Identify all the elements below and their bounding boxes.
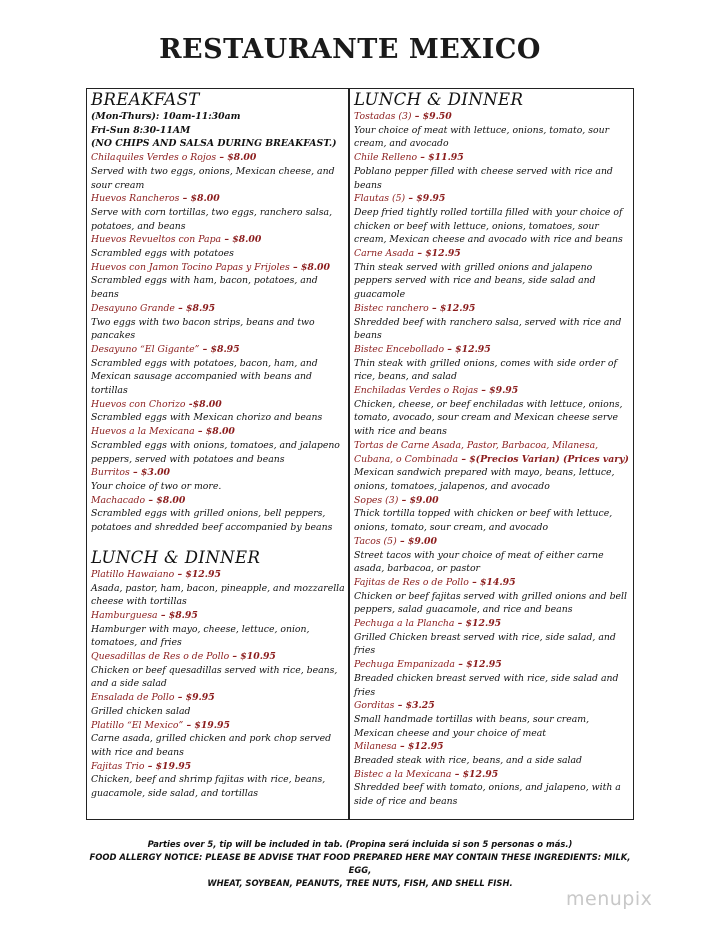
menu-item — [91, 398, 345, 425]
menu-item-price: – $8.95 — [199, 343, 240, 355]
menu-item-price: – $3.25 — [394, 700, 435, 712]
menu-item-price: – $12.95 — [454, 618, 502, 630]
menu-item-name: Tacos (5) — [354, 535, 397, 547]
menu-item-price: – $12.95 — [454, 659, 502, 671]
breakfast-no-chips-notice: (NO CHIPS AND SALSA DURING BREAKFAST.) — [91, 138, 337, 150]
menu-item-description: Chicken or beef quesadillas served with rice, beans, and a side salad — [91, 664, 338, 690]
menu-item-name: Tortas de Carne Asada, Pastor, Barbacoa, Milanesa, Cubana, o Combinada — [354, 439, 599, 465]
menu-item — [354, 576, 630, 617]
menu-item-name: Ensalada de Pollo — [91, 692, 175, 704]
menu-item-name: Desayuno Grande — [91, 302, 175, 314]
menu-item — [91, 650, 345, 691]
menu-item — [354, 110, 630, 151]
menu-item-name: Pechuga a la Plancha — [354, 618, 455, 630]
menu-item-description: Deep fried tightly rolled tortilla filled with your choice of chicken or beef with lettuce, onions, tomatoes, sour cream, Mexican cheese and avocado with rice and beans — [354, 206, 623, 246]
menu-item-title — [354, 439, 630, 466]
right-column — [354, 90, 630, 809]
menu-item-title — [91, 466, 345, 480]
menu-item-price: – $12.95 — [428, 302, 476, 314]
menu-item-title — [91, 192, 345, 206]
menu-item — [91, 760, 345, 801]
menu-item-price: – $9.00 — [398, 494, 439, 506]
menu-item-name: Platillo Hawaiano — [91, 568, 175, 580]
menu-item-name: Tostadas (3) — [354, 111, 412, 122]
menu-item-title — [354, 247, 630, 261]
menu-item-price: – $(Precios Varian) (Prices vary) — [458, 453, 629, 465]
menu-item-title — [354, 535, 630, 549]
menu-item-name: Hamburguesa — [91, 609, 158, 621]
menu-item-title — [91, 760, 345, 774]
menu-item-price: – $3.00 — [129, 467, 171, 479]
menu-item-name: Burritos — [91, 467, 130, 479]
menu-item — [354, 535, 630, 576]
menu-item-description: Hamburger with mayo, cheese, lettuce, onion, tomatoes, and fries — [91, 623, 310, 649]
menu-item — [91, 151, 345, 192]
allergy-notice-line-2: WHEAT, SOYBEAN, PEANUTS, TREE NUTS, FISH, AND SHELL FISH. — [207, 878, 513, 888]
menu-item-description: Scrambled eggs with potatoes — [91, 248, 234, 260]
menu-item-name: Carne Asada — [354, 248, 415, 260]
menu-item-description: Your choice of two or more. — [91, 480, 222, 492]
menu-item-description: Two eggs with two bacon strips, beans and two pancakes — [91, 316, 315, 342]
menu-item-name: Sopes (3) — [354, 494, 399, 506]
menu-item-description: Carne asada, grilled chicken and pork chop served with rice and beans — [91, 733, 332, 758]
menu-item-price: – $9.00 — [396, 535, 437, 547]
lunch-left-items — [91, 568, 345, 801]
menu-item-description: Street tacos with your choice of meat of either carne asada, barbacoa, or pastor — [354, 549, 604, 575]
menu-item-title — [354, 151, 630, 165]
menu-item — [91, 302, 345, 343]
menu-item-price: -$8.00 — [185, 398, 222, 410]
menu-item-title — [354, 699, 630, 713]
menu-item-name: Pechuga Empanizada — [354, 659, 455, 671]
menu-item-description: Shredded beef with tomato, onions, and jalapeno, with a side of rice and beans — [354, 782, 621, 808]
lunch-dinner-title-right: LUNCH & DINNER — [354, 90, 524, 109]
menu-item-price: – $12.95 — [396, 741, 444, 753]
menu-item-name: Chile Relleno — [354, 152, 418, 164]
menu-item-price: – $9.50 — [411, 111, 452, 122]
menu-item-description: Scrambled eggs with ham, bacon, potatoes, and beans — [91, 275, 318, 301]
menu-item — [354, 617, 630, 658]
menu-item-description: Thin steak with grilled onions, comes with side order of rice, beans, and salad — [354, 357, 617, 383]
menu-item-price: – $9.95 — [174, 692, 215, 704]
menu-item-price: – $12.95 — [451, 768, 499, 780]
menu-item-title — [91, 151, 345, 165]
menu-item-name: Huevos a la Mexicana — [91, 426, 195, 438]
menu-item-description: Small handmade tortillas with beans, sour cream, Mexican cheese and your choice of meat — [354, 713, 590, 739]
menu-item-name: Machacado — [91, 494, 146, 506]
menu-item-name: Bistec a la Mexicana — [354, 768, 452, 780]
menu-item — [91, 494, 345, 535]
menu-item-price: – $8.00 — [179, 193, 220, 205]
menu-item-title — [354, 617, 630, 631]
menu-item-name: Platillo “El Mexico” — [91, 719, 184, 731]
menu-item-name: Huevos con Chorizo — [91, 398, 186, 410]
menu-item-description: Thick tortilla topped with chicken or beef with lettuce, onions, tomato, sour cream, and avocado — [354, 508, 613, 534]
menu-item-description: Grilled chicken salad — [91, 705, 191, 717]
menu-item-title — [354, 110, 630, 124]
menu-item-title — [91, 719, 345, 733]
menu-item — [354, 343, 630, 384]
menu-item — [354, 494, 630, 535]
menu-item-description: Breaded chicken breast served with rice, side salad and fries — [354, 672, 619, 698]
menu-item — [91, 192, 345, 233]
breakfast-hours-weekend: Fri-Sun 8:30-11AM — [91, 124, 191, 136]
menu-item — [354, 768, 630, 809]
menu-item-name: Quesadillas de Res o de Pollo — [91, 651, 230, 663]
menu-item-title — [354, 658, 630, 672]
menu-item-title — [91, 650, 345, 664]
menu-item — [91, 691, 345, 718]
menu-item-name: Bistec Encebollado — [354, 343, 445, 355]
menu-item — [91, 343, 345, 398]
menu-item — [91, 568, 345, 609]
menu-item-description: Scrambled eggs with potatoes, bacon, ham, and Mexican sausage accompanied with beans and tortillas — [91, 357, 318, 397]
menu-item-title — [91, 691, 345, 705]
menu-item-title — [354, 343, 630, 357]
menu-item-title — [354, 302, 630, 316]
tip-notice: Parties over 5, tip will be included in tab. (Propina será incluida si son 5 personas o más.) — [147, 839, 573, 849]
menu-item-description: Serve with corn tortillas, two eggs, ranchero salsa, potatoes, and beans — [91, 206, 333, 232]
breakfast-hours-weekday: (Mon-Thurs): 10am-11:30am — [91, 111, 241, 122]
menu-item-price: – $8.95 — [174, 302, 216, 314]
menu-item-name: Gorditas — [354, 700, 395, 712]
menu-item-title — [91, 609, 345, 623]
breakfast-hours — [91, 110, 345, 151]
menu-item-title — [91, 494, 345, 508]
menu-item — [354, 740, 630, 767]
menu-item-description: Chicken, beef and shrimp fajitas with rice, beans, guacamole, side salad, and tortillas — [91, 774, 326, 800]
menu-item-description: Scrambled eggs with Mexican chorizo and beans — [91, 412, 323, 424]
menu-item-description: Mexican sandwich prepared with mayo, beans, lettuce, onions, tomatoes, jalapenos, and avocado — [354, 467, 615, 492]
menu-item-name: Huevos Rancheros — [91, 193, 180, 205]
menu-item-name: Enchiladas Verdes o Rojas — [354, 385, 479, 397]
breakfast-title: BREAKFAST — [91, 90, 200, 109]
menu-item-price: – $14.95 — [468, 576, 516, 588]
menu-item-name: Huevos Revueltos con Papa — [91, 234, 222, 246]
menu-item-name: Huevos con Jamon Tocino Papas y Frijoles — [91, 261, 290, 273]
left-column — [91, 90, 345, 801]
lunch-right-items — [354, 110, 630, 809]
menu-item — [91, 261, 345, 302]
menu-item-price: – $19.95 — [183, 719, 230, 731]
menu-item-name: Bistec ranchero — [354, 302, 429, 314]
menu-item — [354, 151, 630, 192]
menu-item-title — [91, 233, 345, 247]
menu-item-description: Scrambled eggs with grilled onions, bell peppers, potatoes and shredded beef accompanied by beans — [91, 508, 333, 534]
menu-item-price: – $12.95 — [444, 343, 491, 355]
menu-item-description: Your choice of meat with lettuce, onions, tomato, sour cream, and avocado — [354, 124, 610, 150]
menupix-watermark: menupix — [566, 888, 653, 910]
menu-item-title — [354, 384, 630, 398]
menu-item-title — [354, 576, 630, 590]
menu-item — [354, 247, 630, 302]
menu-item-name: Milanesa — [354, 741, 397, 753]
menu-item-price: – $10.95 — [229, 651, 276, 663]
menu-item-price: – $8.00 — [194, 426, 235, 438]
menu-item-title — [91, 398, 345, 412]
menu-item-title — [91, 568, 345, 582]
menu-item — [354, 439, 630, 494]
menu-item-title — [91, 343, 345, 357]
menu-item-title — [354, 494, 630, 508]
menu-item — [91, 609, 345, 650]
menu-item-description: Scrambled eggs with onions, tomatoes, and jalapeno peppers, served with potatoes and beans — [91, 439, 340, 465]
menu-item-name: Fajitas de Res o de Pollo — [354, 576, 469, 588]
menu-item-name: Flautas (5) — [354, 193, 406, 205]
menu-item-description: Poblano pepper filled with cheese served with rice and beans — [354, 165, 613, 191]
menu-item-title — [91, 302, 345, 316]
menu-item-name: Fajitas Trio — [91, 760, 145, 772]
menu-item-price: – $9.95 — [478, 385, 519, 397]
menu-item-description: Thin steak served with grilled onions and jalapeno peppers served with rice and beans, side salad and guacamole — [354, 261, 596, 301]
menu-item-price: – $11.95 — [417, 152, 464, 164]
menu-item — [354, 192, 630, 247]
menu-item-price: – $8.00 — [145, 494, 186, 506]
menu-item-title — [354, 192, 630, 206]
lunch-dinner-title-left: LUNCH & DINNER — [91, 547, 261, 567]
menu-item-description: Chicken, cheese, or beef enchiladas with lettuce, onions, tomato, avocado, sour cream and Mexican cheese serve with rice and beans — [354, 398, 623, 438]
menu-item-description: Asada, pastor, ham, bacon, pineapple, and mozzarella cheese with tortillas — [91, 582, 345, 608]
menu-item — [354, 658, 630, 699]
menu-item-price: – $8.95 — [157, 609, 198, 621]
breakfast-items — [91, 151, 345, 535]
menu-item-description: Shredded beef with ranchero salsa, served with rice and beans — [354, 316, 622, 342]
menu-item — [354, 302, 630, 343]
menu-item-price: – $12.95 — [174, 568, 221, 580]
menu-item-title — [354, 768, 630, 782]
menu-item-price: – $8.00 — [221, 234, 262, 246]
menu-item-price: – $9.95 — [405, 193, 446, 205]
menu-item-title — [91, 425, 345, 439]
menu-item-price: – $8.00 — [289, 261, 330, 273]
menu-item-title — [354, 740, 630, 754]
menu-item-description: Chicken or beef fajitas served with grilled onions and bell peppers, salad guacamole, and rice and beans — [354, 590, 627, 616]
menu-item-title — [91, 261, 345, 275]
menu-item — [91, 466, 345, 493]
menu-item-name: Chilaquiles Verdes o Rojos — [91, 152, 217, 164]
menu-item-price: – $12.95 — [414, 248, 461, 260]
menu-item-price: – $8.00 — [216, 152, 257, 164]
footer-notices — [88, 838, 632, 890]
menu-item-price: – $19.95 — [144, 760, 192, 772]
menu-item-name: Desayuno “El Gigante” — [91, 343, 200, 355]
menu-item — [354, 384, 630, 439]
allergy-notice-line-1: FOOD ALLERGY NOTICE: PLEASE BE ADVISE THAT FOOD PREPARED HERE MAY CONTAIN THESE INGREDIENTS: MILK, EGG, — [89, 852, 631, 875]
menu-item — [354, 699, 630, 740]
menu-item — [91, 425, 345, 466]
column-divider — [348, 88, 350, 820]
menu-item-description: Grilled Chicken breast served with rice, side salad, and fries — [354, 631, 616, 657]
menu-item-description: Served with two eggs, onions, Mexican cheese, and sour cream — [91, 165, 335, 191]
menu-item — [91, 233, 345, 260]
menu-item — [91, 719, 345, 760]
menu-item-description: Breaded steak with rice, beans, and a side salad — [354, 755, 583, 767]
page-title: RESTAURANTE MEXICO — [159, 34, 541, 65]
